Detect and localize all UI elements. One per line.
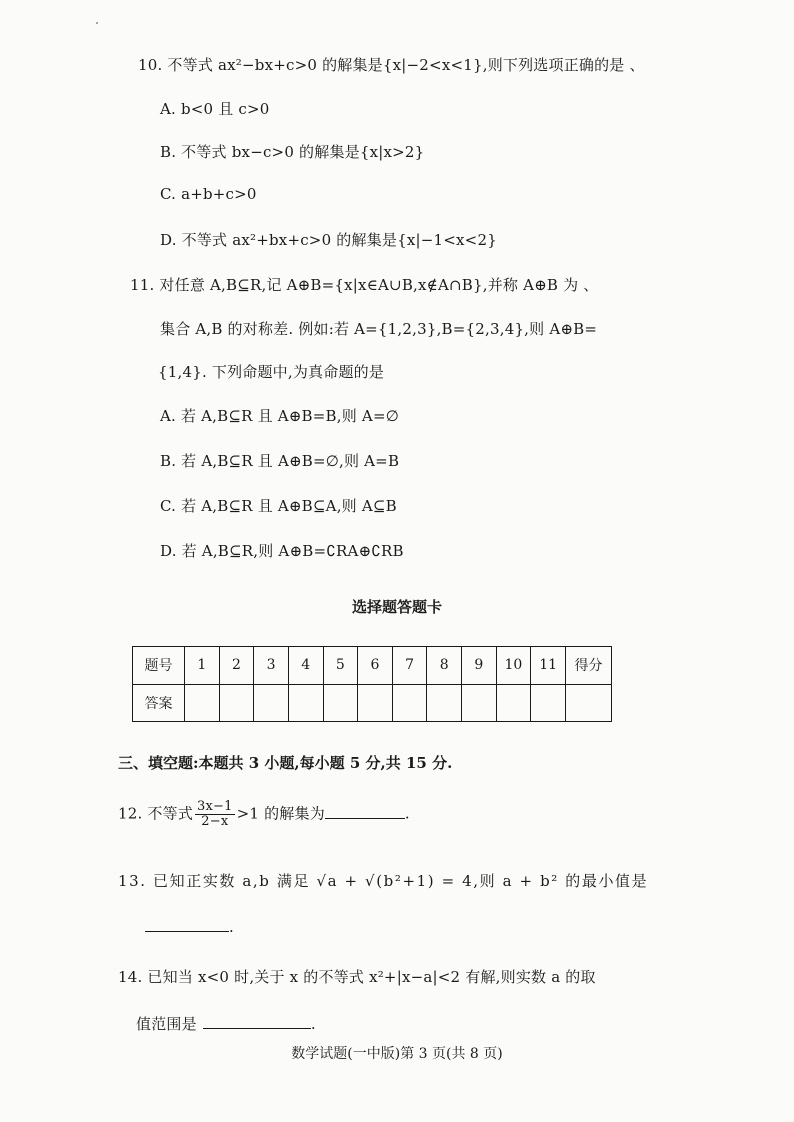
answer-cell[interactable] <box>392 684 427 722</box>
q11-option-b: B. 若 A,B⊆R 且 A⊕B=∅,则 A=B <box>160 452 400 470</box>
q14-answer-blank[interactable] <box>203 1014 311 1029</box>
answer-card-number: 10 <box>496 647 531 685</box>
answer-card-table <box>132 646 612 722</box>
q10-option-a: A. b<0 且 c>0 <box>160 100 270 118</box>
answer-cell[interactable] <box>531 684 566 722</box>
answer-card-number: 5 <box>323 647 358 685</box>
answer-card-score-label: 得分 <box>566 647 612 685</box>
answer-cell[interactable] <box>254 684 289 722</box>
answer-cell[interactable] <box>219 684 254 722</box>
q12-suffix: >1 的解集为 <box>236 804 325 823</box>
q12-numerator: 3x−1 <box>197 799 233 814</box>
q12-prefix: 12. 不等式 <box>118 804 194 823</box>
q10-option-c: C. a+b+c>0 <box>160 185 257 203</box>
q11-option-a: A. 若 A,B⊆R 且 A⊕B=B,则 A=∅ <box>160 407 399 425</box>
q12-end: . <box>404 804 410 823</box>
q10-stem: 10. 不等式 ax²−bx+c>0 的解集是{x|−2<x<1},则下列选项正确的是 、 <box>138 56 645 74</box>
q12-answer-blank[interactable] <box>325 804 405 819</box>
answer-cell[interactable] <box>462 684 497 722</box>
answer-card-number: 1 <box>185 647 220 685</box>
q11-stem-line2: 集合 A,B 的对称差. 例如:若 A={1,2,3},B={2,3,4},则 A⊕B= <box>160 320 598 338</box>
q14-answer <box>136 1013 316 1034</box>
q11-option-c: C. 若 A,B⊆R 且 A⊕B⊆A,则 A⊆B <box>160 497 397 515</box>
answer-card-number: 2 <box>219 647 254 685</box>
answer-cell[interactable] <box>427 684 462 722</box>
q13-stem: 13. 已知正实数 a,b 满足 √a + √(b²+1) = 4,则 a + b² 的最小值是 <box>118 872 649 890</box>
answer-card-answer-label: 答案 <box>133 684 185 722</box>
q10-option-b: B. 不等式 bx−c>0 的解集是{x|x>2} <box>160 143 425 161</box>
answer-card-number: 8 <box>427 647 462 685</box>
answer-cell[interactable] <box>185 684 220 722</box>
answer-card-number: 3 <box>254 647 289 685</box>
q14-end: . <box>310 1015 316 1033</box>
answer-cell[interactable] <box>358 684 393 722</box>
q14-stem-line2: 值范围是 <box>136 1015 197 1033</box>
q10-option-d: D. 不等式 ax²+bx+c>0 的解集是{x|−1<x<2} <box>160 231 497 249</box>
answer-card-title: 选择题答题卡 <box>351 598 442 616</box>
answer-card-number: 4 <box>288 647 323 685</box>
q12-fraction <box>195 800 235 829</box>
q12-denominator: 2−x <box>201 814 229 829</box>
answer-card-number: 7 <box>392 647 427 685</box>
answer-cell[interactable] <box>496 684 531 722</box>
section-3-heading: 三、填空题:本题共 3 小题,每小题 5 分,共 15 分. <box>118 754 453 772</box>
q11-stem-line3: {1,4}. 下列命题中,为真命题的是 <box>158 363 385 381</box>
answer-card-number: 6 <box>358 647 393 685</box>
q12 <box>118 800 410 829</box>
score-cell[interactable] <box>566 684 612 722</box>
q13-end: . <box>229 918 234 936</box>
answer-card-number: 11 <box>531 647 566 685</box>
q11-option-d: D. 若 A,B⊆R,则 A⊕B=∁RA⊕∁RB <box>160 542 404 560</box>
q14-stem: 14. 已知当 x<0 时,关于 x 的不等式 x²+|x−a|<2 有解,则实数 a 的取 <box>118 968 596 986</box>
answer-cell[interactable] <box>323 684 358 722</box>
q13-answer-blank[interactable] <box>145 917 229 932</box>
q11-stem: 11. 对任意 A,B⊆R,记 A⊕B={x|x∈A∪B,x∉A∩B},并称 A⊕B 为 、 <box>130 276 599 294</box>
answer-card-header-row <box>133 647 612 685</box>
q13-answer <box>145 917 234 936</box>
answer-card-answer-row <box>133 684 612 722</box>
page-footer: 数学试题(一中版)第 3 页(共 8 页) <box>291 1046 503 1062</box>
answer-card-header-label: 题号 <box>133 647 185 685</box>
scan-speck <box>96 22 98 24</box>
answer-card-number: 9 <box>462 647 497 685</box>
answer-cell[interactable] <box>288 684 323 722</box>
